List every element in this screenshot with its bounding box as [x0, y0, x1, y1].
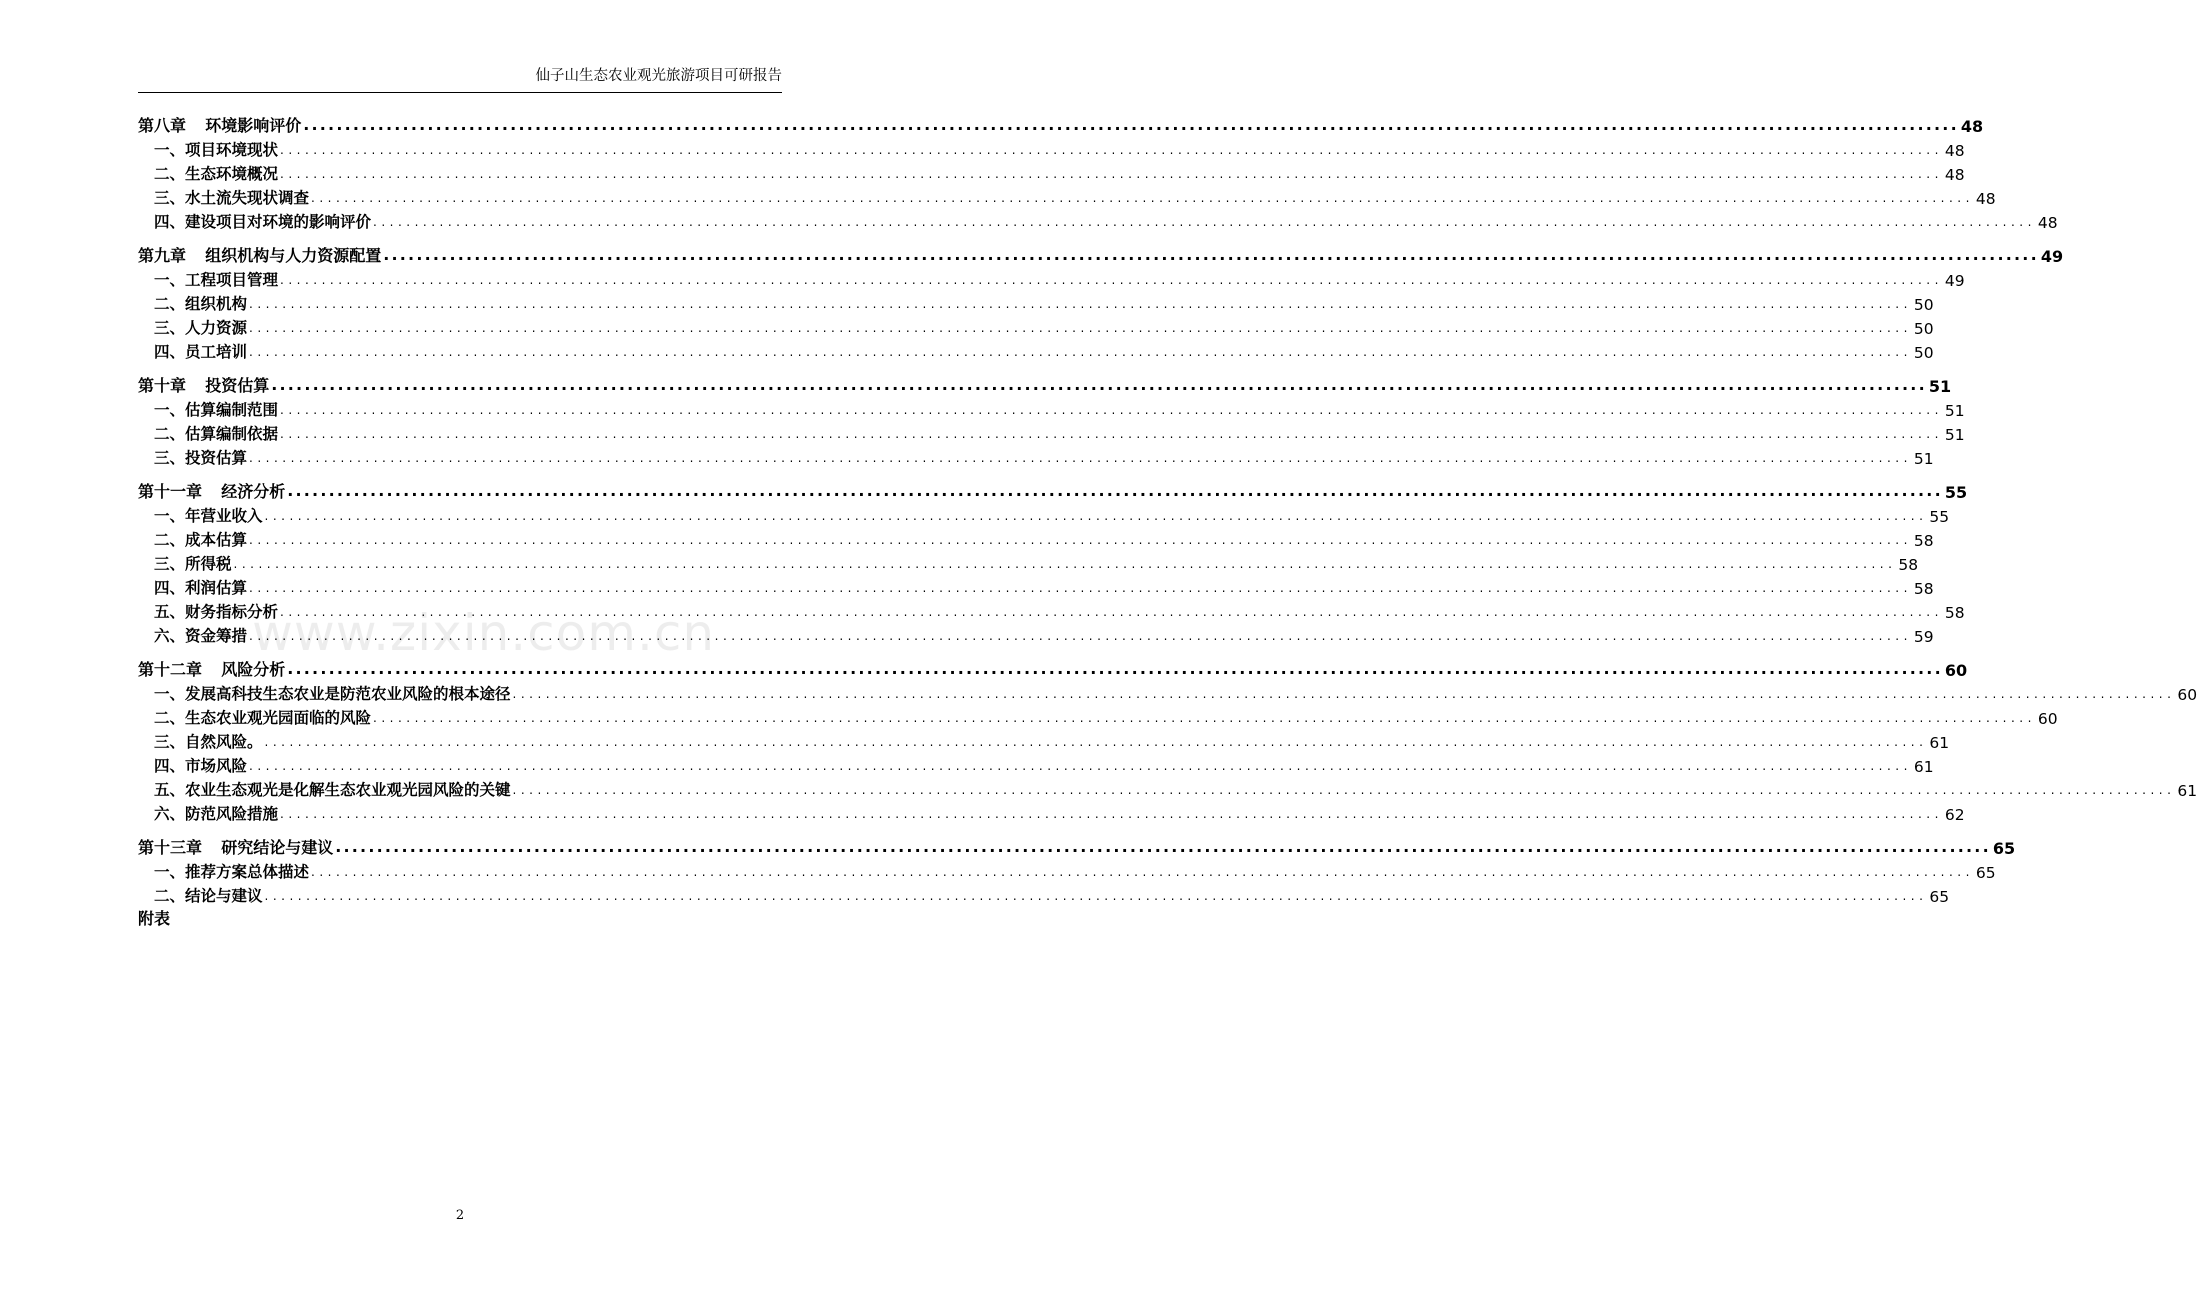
section-page-number: 50 [1913, 320, 1934, 338]
dot-leader: ........................................................................................................................................................................................................ [311, 191, 1974, 205]
section-page-number: 50 [1913, 296, 1934, 314]
toc-section-entry[interactable] [138, 622, 1934, 646]
toc-section-entry[interactable] [138, 752, 1934, 776]
section-label: 二、生态环境概况 [154, 165, 279, 183]
toc-section-entry[interactable] [138, 184, 1996, 208]
section-page-number: 58 [1913, 580, 1934, 598]
dot-leader: ........................................................................................................................................................................................................ [512, 687, 2176, 701]
section-label: 一、推荐方案总体描述 [154, 863, 310, 881]
toc-section-entry[interactable] [138, 420, 1965, 444]
chapter-number: 第十三章 [138, 838, 203, 857]
section-label: 六、资金筹措 [154, 627, 248, 645]
dot-leader: ........................................................................................................................................................................................................ [264, 735, 1928, 749]
section-page-number: 51 [1913, 450, 1934, 468]
chapter-title: 投资估算 [205, 376, 270, 395]
dot-leader: ........................................................................................................................................................................................................ [335, 837, 1991, 856]
section-page-number: 61 [2177, 782, 2197, 800]
dot-leader: ........................................................................................................................................................................................................ [311, 865, 1974, 879]
dot-leader: ........................................................................................................................................................................................................ [280, 143, 1943, 157]
toc-section-entry[interactable] [138, 396, 1965, 420]
section-label: 四、利润估算 [154, 579, 248, 597]
section-label: 三、投资估算 [154, 449, 248, 467]
toc-section-entry[interactable] [138, 160, 1965, 184]
toc-chapter-entry[interactable] [138, 112, 1984, 136]
toc-section-entry[interactable] [138, 338, 1934, 362]
dot-leader: ........................................................................................................................................................................................................ [271, 375, 1927, 394]
toc-section-entry[interactable] [138, 680, 2197, 704]
dot-leader: ........................................................................................................................................................................................................ [249, 321, 1912, 335]
chapter-number: 第十章 [138, 376, 187, 395]
section-label: 一、工程项目管理 [154, 271, 279, 289]
dot-leader: ........................................................................................................................................................................................................ [249, 759, 1912, 773]
section-page-number: 51 [1944, 426, 1965, 444]
chapter-page-number: 65 [1992, 839, 2016, 858]
chapter-label [138, 835, 333, 858]
section-page-number: 60 [2037, 710, 2058, 728]
section-label: 一、项目环境现状 [154, 141, 279, 159]
dot-leader: ........................................................................................................................................................................................................ [287, 481, 1943, 500]
dot-leader: ........................................................................................................................................................................................................ [383, 245, 2039, 264]
dot-leader: ........................................................................................................................................................................................................ [249, 297, 1912, 311]
chapter-number: 第八章 [138, 116, 187, 135]
running-header: 仙子山生态农业观光旅游项目可研报告 [535, 68, 782, 84]
chapter-page-number: 60 [1944, 661, 1968, 680]
dot-leader: ........................................................................................................................................................................................................ [280, 807, 1943, 821]
dot-leader: ........................................................................................................................................................................................................ [373, 711, 2036, 725]
section-page-number: 51 [1944, 402, 1965, 420]
toc-section-entry[interactable] [138, 704, 2058, 728]
chapter-title: 环境影响评价 [205, 116, 302, 135]
chapter-label [138, 113, 301, 136]
toc-chapter-entry[interactable] [138, 834, 2016, 858]
chapter-title: 研究结论与建议 [221, 838, 334, 857]
section-label: 一、年营业收入 [154, 507, 263, 525]
toc-section-entry[interactable] [138, 598, 1965, 622]
toc-section-entry[interactable] [138, 776, 2197, 800]
chapter-page-number: 48 [1960, 117, 1984, 136]
section-label: 二、结论与建议 [154, 887, 263, 905]
section-page-number: 62 [1944, 806, 1965, 824]
toc-section-entry[interactable] [138, 208, 2058, 232]
toc-section-entry[interactable] [138, 550, 1919, 574]
dot-leader: ........................................................................................................................................................................................................ [280, 167, 1943, 181]
section-page-number: 59 [1913, 628, 1934, 646]
dot-leader: ........................................................................................................................................................................................................ [280, 427, 1943, 441]
section-label: 二、组织机构 [154, 295, 248, 313]
chapter-number: 第九章 [138, 246, 187, 265]
toc-appendix-entry[interactable]: 附表 [138, 909, 171, 928]
section-label: 一、发展高科技生态农业是防范农业风险的根本途径 [154, 685, 511, 703]
table-of-contents [138, 112, 2197, 930]
toc-section-entry[interactable] [138, 882, 1950, 906]
section-label: 二、估算编制依据 [154, 425, 279, 443]
toc-section-entry[interactable] [138, 314, 1934, 338]
dot-leader: ........................................................................................................................................................................................................ [287, 659, 1943, 678]
chapter-title: 经济分析 [221, 482, 286, 501]
section-page-number: 61 [1913, 758, 1934, 776]
chapter-page-number: 51 [1928, 377, 1952, 396]
section-page-number: 50 [1913, 344, 1934, 362]
dot-leader: ........................................................................................................................................................................................................ [249, 345, 1912, 359]
toc-section-entry[interactable] [138, 574, 1934, 598]
chapter-number: 第十一章 [138, 482, 203, 501]
dot-leader: ........................................................................................................................................................................................................ [249, 451, 1912, 465]
toc-section-entry[interactable] [138, 858, 1996, 882]
section-page-number: 48 [1944, 142, 1965, 160]
section-page-number: 58 [1913, 532, 1934, 550]
section-label: 二、成本估算 [154, 531, 248, 549]
dot-leader: ........................................................................................................................................................................................................ [280, 605, 1943, 619]
dot-leader: ........................................................................................................................................................................................................ [280, 273, 1943, 287]
dot-leader: ........................................................................................................................................................................................................ [512, 783, 2176, 797]
chapter-title: 组织机构与人力资源配置 [205, 246, 382, 265]
section-page-number: 55 [1929, 508, 1950, 526]
header-rule [138, 92, 782, 93]
chapter-label [138, 479, 285, 502]
section-label: 三、水土流失现状调查 [154, 189, 310, 207]
section-label: 四、员工培训 [154, 343, 248, 361]
toc-section-entry[interactable] [138, 136, 1965, 160]
section-page-number: 48 [1944, 166, 1965, 184]
section-label: 五、财务指标分析 [154, 603, 279, 621]
toc-chapter-entry[interactable] [138, 372, 1952, 396]
dot-leader: ........................................................................................................................................................................................................ [264, 889, 1928, 903]
section-page-number: 48 [1975, 190, 1996, 208]
toc-chapter-entry[interactable] [138, 478, 1968, 502]
watermark: www.zixin.com.cn [252, 604, 716, 662]
chapter-number: 第十二章 [138, 660, 203, 679]
section-page-number: 48 [2037, 214, 2058, 232]
toc-section-entry[interactable] [138, 502, 1950, 526]
section-label: 二、生态农业观光园面临的风险 [154, 709, 372, 727]
toc-chapter-entry[interactable] [138, 656, 1968, 680]
dot-leader: ........................................................................................................................................................................................................ [264, 509, 1928, 523]
toc-section-entry[interactable] [138, 444, 1934, 468]
dot-leader: ........................................................................................................................................................................................................ [373, 215, 2036, 229]
section-page-number: 49 [1944, 272, 1965, 290]
toc-chapter-entry[interactable] [138, 242, 2064, 266]
dot-leader: ........................................................................................................................................................................................................ [233, 557, 1897, 571]
section-label: 五、农业生态观光是化解生态农业观光园风险的关键 [154, 781, 511, 799]
section-page-number: 60 [2177, 686, 2197, 704]
toc-section-entry[interactable] [138, 290, 1934, 314]
page-number: 2 [455, 1208, 465, 1223]
chapter-label [138, 243, 381, 266]
toc-section-entry[interactable] [138, 800, 1965, 824]
section-page-number: 61 [1929, 734, 1950, 752]
dot-leader: ........................................................................................................................................................................................................ [249, 533, 1912, 547]
section-page-number: 65 [1929, 888, 1950, 906]
section-page-number: 58 [1944, 604, 1965, 622]
section-label: 三、人力资源 [154, 319, 248, 337]
dot-leader: ........................................................................................................................................................................................................ [303, 115, 1959, 134]
section-label: 三、自然风险。 [154, 733, 263, 751]
chapter-page-number: 55 [1944, 483, 1968, 502]
section-label: 六、防范风险措施 [154, 805, 279, 823]
dot-leader: ........................................................................................................................................................................................................ [249, 581, 1912, 595]
toc-section-entry[interactable] [138, 728, 1950, 752]
toc-section-entry[interactable] [138, 266, 1965, 290]
section-page-number: 65 [1975, 864, 1996, 882]
dot-leader: ........................................................................................................................................................................................................ [249, 629, 1912, 643]
section-label: 三、所得税 [154, 555, 232, 573]
section-page-number: 58 [1898, 556, 1919, 574]
chapter-label [138, 657, 285, 680]
section-label: 一、估算编制范围 [154, 401, 279, 419]
toc-section-entry[interactable] [138, 526, 1934, 550]
dot-leader: ........................................................................................................................................................................................................ [280, 403, 1943, 417]
section-label: 四、市场风险 [154, 757, 248, 775]
chapter-label [138, 373, 269, 396]
chapter-title: 风险分析 [221, 660, 286, 679]
section-label: 四、建设项目对环境的影响评价 [154, 213, 372, 231]
chapter-page-number: 49 [2040, 247, 2064, 266]
